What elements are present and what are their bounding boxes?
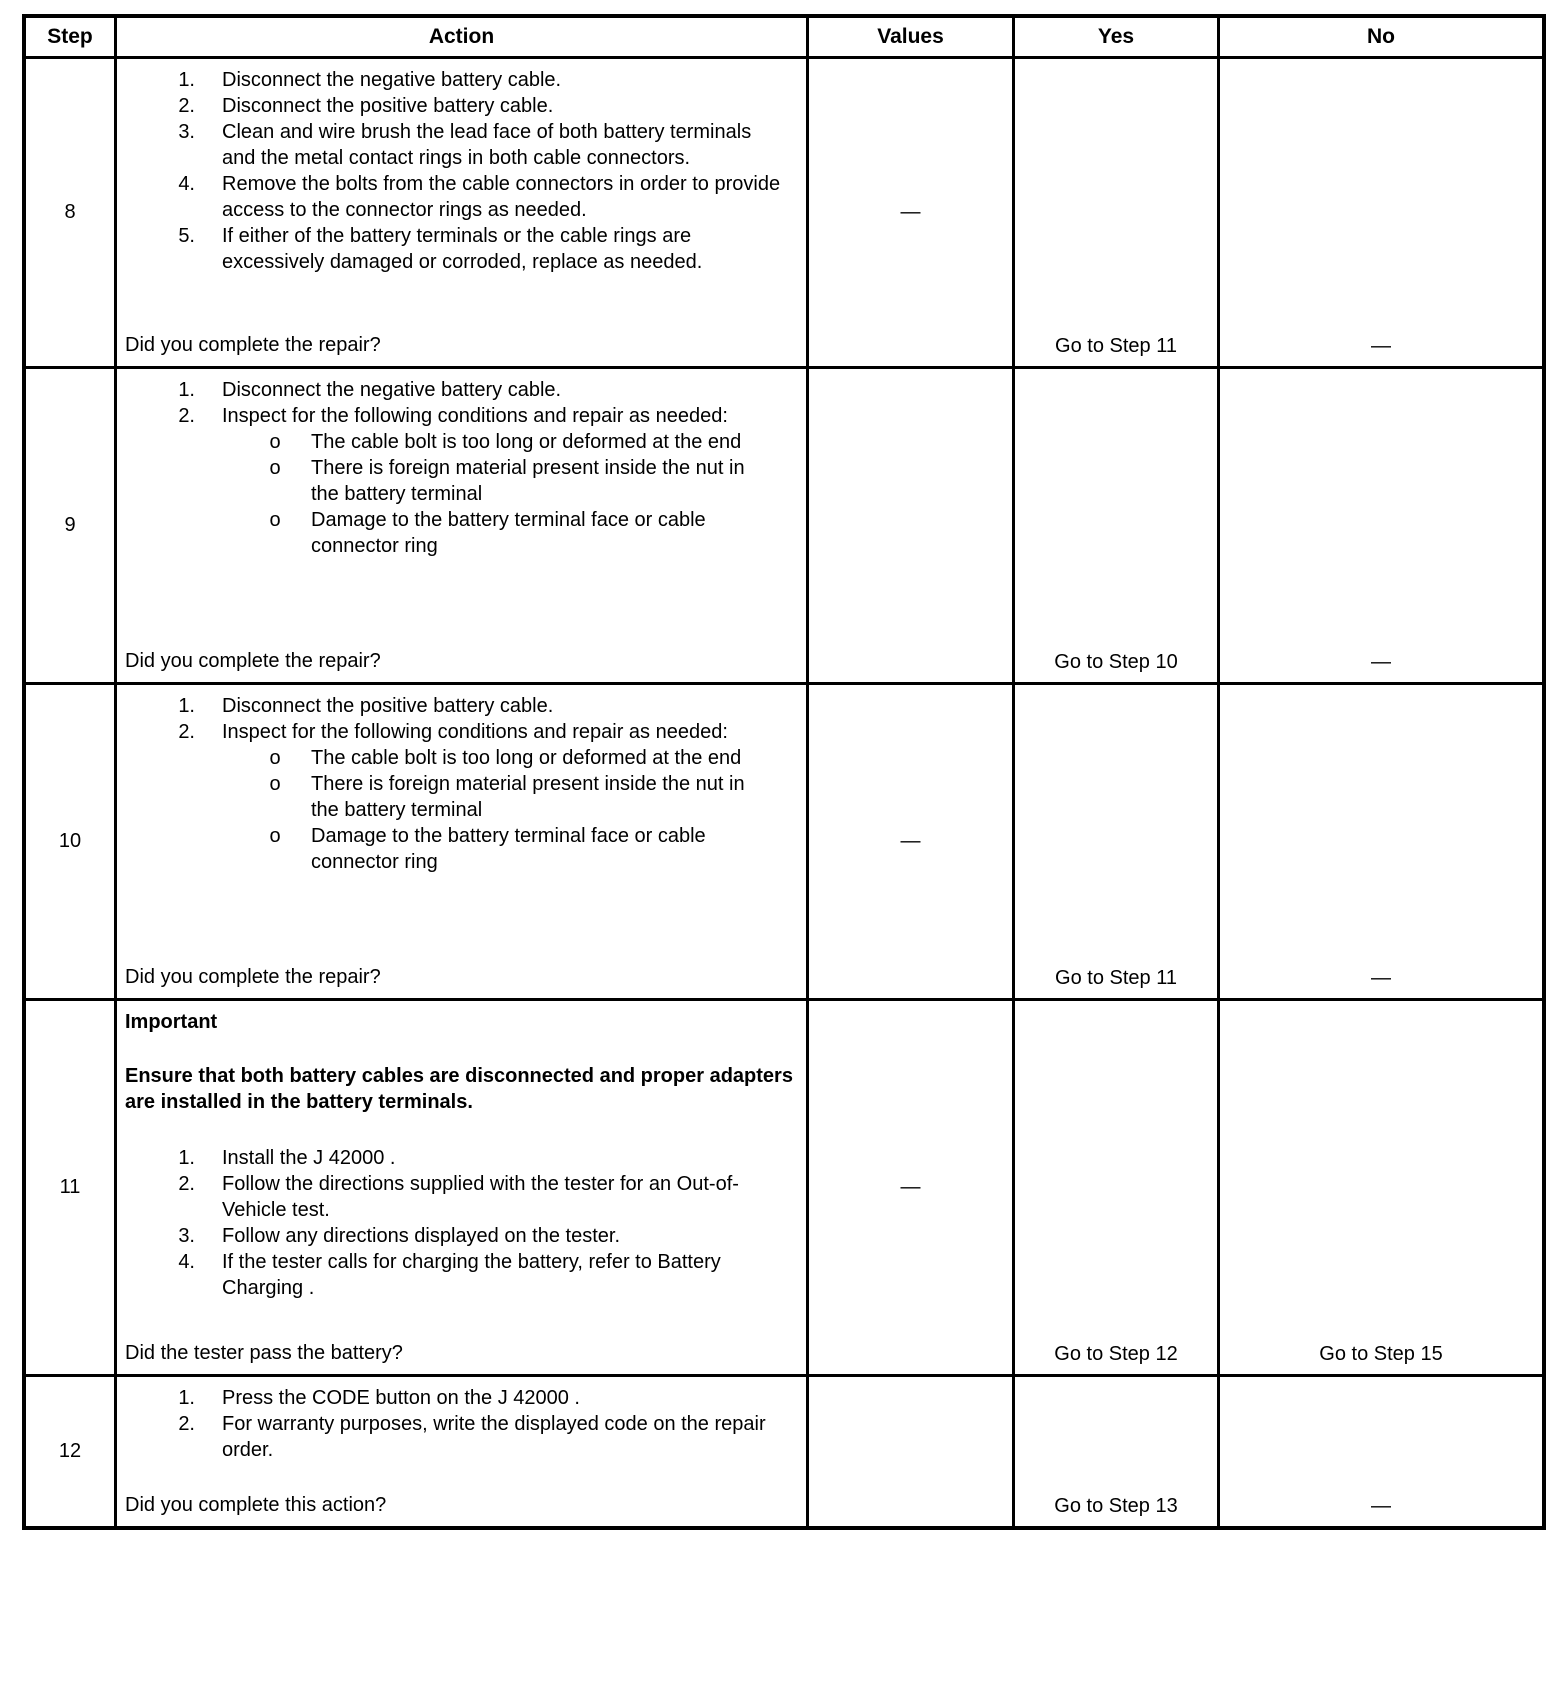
item-text: Inspect for the following conditions and repair as needed:	[222, 721, 728, 743]
item-number: 3.	[178, 1225, 195, 1247]
bullet-marker: o	[269, 431, 281, 453]
header-action: Action	[114, 18, 806, 56]
table-row-step-11	[26, 998, 1542, 1374]
step-number: 12	[58, 1440, 82, 1462]
bullet-text: Damage to the battery terminal face or cable connector ring	[311, 509, 706, 557]
item-number: 2.	[178, 405, 195, 427]
item-number: 2.	[178, 95, 195, 117]
list-item	[125, 693, 796, 719]
list-item	[125, 1171, 796, 1223]
item-number: 2.	[178, 721, 195, 743]
item-number: 1.	[178, 1147, 195, 1169]
item-text: Disconnect the negative battery cable.	[222, 69, 562, 91]
values-cell: —	[806, 59, 1012, 366]
item-text: Disconnect the positive battery cable.	[222, 695, 554, 717]
sub-bullet	[125, 771, 796, 823]
header-no: No	[1217, 18, 1542, 56]
values-cell: —	[806, 1001, 1012, 1374]
sub-bullet	[125, 745, 796, 771]
bullet-text: There is foreign material present inside the nut in the battery terminal	[311, 457, 745, 505]
yes-cell: Go to Step 12	[1012, 1001, 1217, 1374]
bullet-marker: o	[269, 457, 281, 479]
list-item	[125, 1411, 796, 1463]
action-list	[125, 693, 796, 875]
yes-cell: Go to Step 13	[1012, 1377, 1217, 1526]
item-text: Remove the bolts from the cable connectors in order to provide access to the connector rings as needed.	[222, 173, 781, 221]
question-text: Did you complete the repair?	[125, 966, 381, 988]
no-cell: —	[1217, 1377, 1542, 1526]
bullet-text: There is foreign material present inside the nut in the battery terminal	[311, 773, 745, 821]
item-number: 3.	[178, 121, 195, 143]
action-cell	[114, 369, 806, 682]
diagnostic-table	[22, 14, 1546, 1530]
action-cell	[114, 1001, 806, 1374]
header-values: Values	[806, 18, 1012, 56]
action-list	[125, 1009, 796, 1301]
item-text: Inspect for the following conditions and repair as needed:	[222, 405, 728, 427]
no-cell: —	[1217, 59, 1542, 366]
yes-cell: Go to Step 11	[1012, 685, 1217, 998]
item-number: 5.	[178, 225, 195, 247]
no-cell: —	[1217, 369, 1542, 682]
question-text: Did you complete the repair?	[125, 650, 381, 672]
values-cell: —	[806, 685, 1012, 998]
action-cell	[114, 685, 806, 998]
item-text: If either of the battery terminals or the cable rings are excessively damaged or corroded, replace as needed.	[222, 225, 703, 273]
list-item	[125, 119, 796, 171]
item-number: 2.	[178, 1173, 195, 1195]
bullet-marker: o	[269, 747, 281, 769]
item-text: Press the CODE button on the J 42000 .	[222, 1387, 580, 1409]
table-row-step-12	[26, 1374, 1542, 1526]
item-text: Install the J 42000 .	[222, 1147, 396, 1169]
values-cell	[806, 1377, 1012, 1526]
list-item	[125, 403, 796, 429]
bullet-marker: o	[269, 773, 281, 795]
yes-cell: Go to Step 10	[1012, 369, 1217, 682]
header-yes: Yes	[1012, 18, 1217, 56]
item-number: 1.	[178, 1387, 195, 1409]
action-cell	[114, 1377, 806, 1526]
question-text: Did you complete the repair?	[125, 334, 381, 356]
list-item	[125, 1249, 796, 1301]
list-item	[125, 171, 796, 223]
action-list	[125, 377, 796, 559]
item-text: Follow the directions supplied with the tester for an Out-of-Vehicle test.	[222, 1173, 739, 1221]
yes-cell: Go to Step 11	[1012, 59, 1217, 366]
action-cell	[114, 59, 806, 366]
bullet-text: The cable bolt is too long or deformed at the end	[311, 747, 742, 769]
step-number: 8	[64, 201, 76, 223]
question-text: Did the tester pass the battery?	[125, 1342, 403, 1364]
sub-bullet	[125, 507, 796, 559]
list-item	[125, 223, 796, 275]
list-item	[125, 67, 796, 93]
no-cell: —	[1217, 685, 1542, 998]
bullet-marker: o	[269, 825, 281, 847]
item-number: 1.	[178, 695, 195, 717]
step-number: 10	[58, 830, 82, 852]
item-text: Clean and wire brush the lead face of both battery terminals and the metal contact rings in both cable connectors.	[222, 121, 752, 169]
action-list	[125, 67, 796, 275]
item-number: 2.	[178, 1413, 195, 1435]
item-text: For warranty purposes, write the displayed code on the repair order.	[222, 1413, 766, 1461]
bullet-text: The cable bolt is too long or deformed at the end	[311, 431, 742, 453]
step-number: 9	[64, 514, 76, 536]
table-row-step-10	[26, 682, 1542, 998]
action-list	[125, 1385, 796, 1463]
item-number: 4.	[178, 1251, 195, 1273]
bullet-marker: o	[269, 509, 281, 531]
table-header-row	[26, 18, 1542, 56]
item-number: 1.	[178, 379, 195, 401]
list-item	[125, 377, 796, 403]
question-text: Did you complete this action?	[125, 1494, 387, 1516]
list-item	[125, 1145, 796, 1171]
item-text: If the tester calls for charging the battery, refer to Battery Charging .	[222, 1251, 721, 1299]
header-step: Step	[47, 25, 93, 48]
list-item	[125, 719, 796, 745]
important-text: Ensure that both battery cables are disconnected and proper adapters are installed in the battery terminals.	[125, 1065, 793, 1113]
table-row-step-8	[26, 56, 1542, 366]
item-text: Follow any directions displayed on the tester.	[222, 1225, 620, 1247]
item-text: Disconnect the negative battery cable.	[222, 379, 562, 401]
bullet-text: Damage to the battery terminal face or cable connector ring	[311, 825, 706, 873]
table-row-step-9	[26, 366, 1542, 682]
list-item	[125, 93, 796, 119]
step-number: 11	[59, 1176, 81, 1198]
important-title: Important	[125, 1011, 218, 1033]
item-number: 4.	[178, 173, 195, 195]
item-text: Disconnect the positive battery cable.	[222, 95, 554, 117]
list-item	[125, 1223, 796, 1249]
list-item	[125, 1385, 796, 1411]
item-number: 1.	[178, 69, 195, 91]
sub-bullet	[125, 429, 796, 455]
no-cell: Go to Step 15	[1217, 1001, 1542, 1374]
sub-bullet	[125, 823, 796, 875]
sub-bullet	[125, 455, 796, 507]
values-cell	[806, 369, 1012, 682]
